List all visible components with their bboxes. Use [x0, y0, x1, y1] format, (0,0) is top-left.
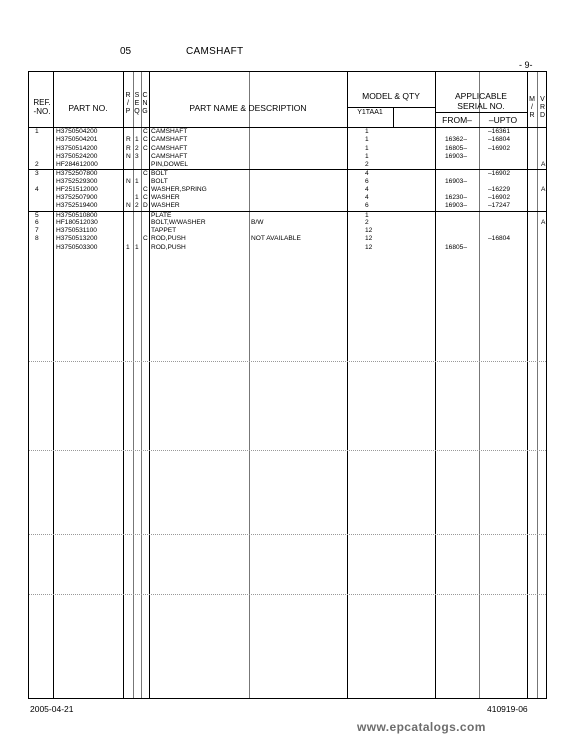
section-dotted-rule [29, 450, 546, 451]
cell-r: N [126, 202, 131, 210]
vd-header-v: V [540, 96, 545, 103]
watermark: www.epcatalogs.com [357, 720, 486, 734]
table-row [29, 153, 546, 161]
cell-qty: 6 [365, 202, 369, 210]
vd-header-d: D [539, 112, 546, 119]
table-row [29, 136, 546, 144]
cell-desc: B/W [251, 218, 264, 226]
cell-qty: 2 [365, 161, 369, 168]
cell-r: N [126, 177, 131, 185]
cell-qty: 1 [365, 211, 369, 219]
page-number: - 9- [519, 60, 533, 70]
cell-qty: 1 [365, 144, 369, 152]
cell-from: 16362– [445, 136, 468, 144]
cell-c: C [143, 194, 148, 201]
cell-c: D [143, 202, 148, 210]
section-title: CAMSHAFT [186, 46, 244, 57]
cell-qty: 2 [365, 218, 369, 226]
table-row [29, 145, 546, 153]
cell-qty: 1 [365, 136, 369, 144]
parts-table [28, 71, 547, 699]
from-header: FROM– [442, 115, 472, 125]
table-row [29, 244, 546, 252]
table-row [29, 235, 546, 243]
sec-header-e: E [134, 100, 140, 107]
vd-header-r: R [539, 104, 546, 111]
cell-flag: A [541, 161, 546, 168]
footer-date: 2005-04-21 [30, 704, 74, 714]
cell-name: PLATE [151, 211, 172, 219]
table-row [29, 202, 546, 210]
cell-qty: 1 [365, 128, 369, 135]
cell-qty: 12 [365, 243, 373, 251]
cell-part-no: H3750504200 [56, 128, 98, 135]
cell-part-no: H3750503300 [56, 243, 98, 251]
cell-upto: –16902 [488, 144, 511, 152]
cell-from: 16903– [445, 152, 468, 160]
applicable-header: APPLICABLE [455, 91, 507, 101]
model-rule [347, 107, 435, 108]
rep-header-p: P [125, 108, 131, 115]
mr-header-r: R [529, 112, 535, 119]
cell-name: WASHER,SPRING [151, 185, 207, 193]
cell-desc: NOT AVAILABLE [251, 235, 301, 243]
sec-header-s: S [134, 92, 140, 99]
cell-from: 16805– [445, 243, 468, 251]
rep-header-slash: / [127, 100, 129, 107]
table-row [29, 219, 546, 227]
cell-ref: 5 [35, 211, 39, 219]
code-header-n: N [142, 100, 148, 107]
cell-r: R [126, 144, 131, 152]
cell-part-no: H3750504201 [56, 136, 98, 144]
cell-flag: A [541, 185, 546, 193]
cell-upto: –16804 [488, 235, 511, 243]
cell-name: CAMSHAFT [151, 144, 188, 152]
cell-s: 1 [135, 177, 139, 185]
footer-code: 410919-06 [487, 704, 528, 714]
cell-name: ROD,PUSH [151, 243, 186, 251]
upto-header: –UPTO [488, 115, 518, 125]
model-header: Y1TAA1 [357, 109, 383, 116]
model-sub-divider [393, 107, 394, 127]
cell-part-no: H3752507900 [56, 194, 98, 201]
cell-name: WASHER [151, 202, 180, 210]
table-row [29, 178, 546, 186]
cell-qty: 4 [365, 185, 369, 193]
section-dotted-rule [29, 534, 546, 535]
model-qty-header: MODEL & QTY [362, 91, 420, 101]
cell-from: 16903– [445, 177, 468, 185]
cell-name: ROD,PUSH [151, 235, 186, 243]
cell-part-no: H3752507800 [56, 170, 98, 178]
cell-r: 1 [126, 243, 130, 251]
cell-c: C [143, 144, 148, 152]
cell-qty: 4 [365, 194, 369, 201]
part-no-header: PART NO. [68, 103, 108, 113]
cell-ref: 2 [35, 161, 39, 168]
cell-upto: –16361 [488, 128, 511, 135]
mr-header-m: M [529, 96, 535, 103]
cell-r: R [126, 136, 131, 144]
cell-r: N [126, 152, 131, 160]
cell-ref: 8 [35, 235, 39, 243]
cell-from: 16805– [445, 144, 468, 152]
cell-name: CAMSHAFT [151, 128, 188, 135]
cell-ref: 7 [35, 227, 39, 234]
cell-from: 16230– [445, 194, 468, 201]
cell-part-no: H3752519400 [56, 202, 98, 210]
section-dotted-rule [29, 594, 546, 595]
cell-c: C [143, 235, 148, 243]
cell-s: 1 [135, 243, 139, 251]
cell-part-no: H3750513200 [56, 235, 98, 243]
code-header-c: C [142, 92, 148, 99]
cell-ref: 4 [35, 185, 39, 193]
serial-header: SERIAL NO. [457, 101, 505, 111]
cell-qty: 12 [365, 235, 373, 243]
cell-c: C [143, 128, 148, 135]
serial-rule [435, 112, 527, 113]
cell-qty: 1 [365, 152, 369, 160]
cell-part-no: H3750510800 [56, 211, 98, 219]
section-number: 05 [120, 46, 132, 57]
ref-header-2: -NO. [33, 107, 51, 116]
cell-upto: –16902 [488, 170, 511, 178]
cell-part-no: H3750514200 [56, 144, 98, 152]
cell-upto: –16902 [488, 194, 511, 201]
sec-header-q: Q [134, 108, 140, 115]
cell-part-no: H3750531100 [56, 227, 97, 234]
cell-name: WASHER [151, 194, 180, 201]
cell-upto: –17247 [488, 202, 511, 210]
cell-s: 1 [135, 136, 139, 144]
table-row [29, 194, 546, 202]
cell-part-no: H3752529300 [56, 177, 98, 185]
cell-part-no: HF284612000 [56, 161, 98, 168]
cell-ref: 3 [35, 170, 39, 178]
cell-c: C [143, 136, 148, 144]
cell-c: C [143, 170, 148, 178]
rep-header-r: R [125, 92, 131, 99]
cell-name: CAMSHAFT [151, 152, 188, 160]
cell-ref: 1 [35, 128, 39, 135]
table-row [29, 161, 546, 169]
cell-part-no: HF180512030 [56, 218, 98, 226]
cell-flag: A [541, 218, 546, 226]
cell-qty: 4 [365, 170, 369, 178]
cell-part-no: HF251512000 [56, 185, 98, 193]
name-header: PART NAME & DESCRIPTION [189, 103, 307, 113]
cell-upto: –16804 [488, 136, 511, 144]
cell-name: PIN,DOWEL [151, 161, 189, 168]
ref-header-1: REF. [33, 98, 51, 107]
section-dotted-rule [29, 361, 546, 362]
cell-name: TAPPET [151, 227, 177, 234]
cell-part-no: H3750524200 [56, 152, 98, 160]
cell-upto: –16229 [488, 185, 511, 193]
cell-s: 3 [135, 152, 139, 160]
cell-qty: 6 [365, 177, 369, 185]
cell-s: 2 [135, 144, 139, 152]
cell-s: 1 [135, 194, 139, 201]
cell-s: 2 [135, 202, 139, 210]
table-row [29, 186, 546, 194]
cell-name: CAMSHAFT [151, 136, 188, 144]
cell-name: BOLT [151, 170, 168, 178]
cell-c: C [143, 185, 148, 193]
mr-header-slash: / [531, 104, 533, 111]
cell-from: 16903– [445, 202, 468, 210]
cell-ref: 6 [35, 218, 39, 226]
table-row [29, 227, 546, 235]
code-header-g: G [142, 108, 148, 115]
cell-name: BOLT [151, 177, 168, 185]
table-row [29, 128, 546, 136]
cell-name: BOLT,W/WASHER [151, 218, 206, 226]
cell-qty: 12 [365, 227, 373, 234]
